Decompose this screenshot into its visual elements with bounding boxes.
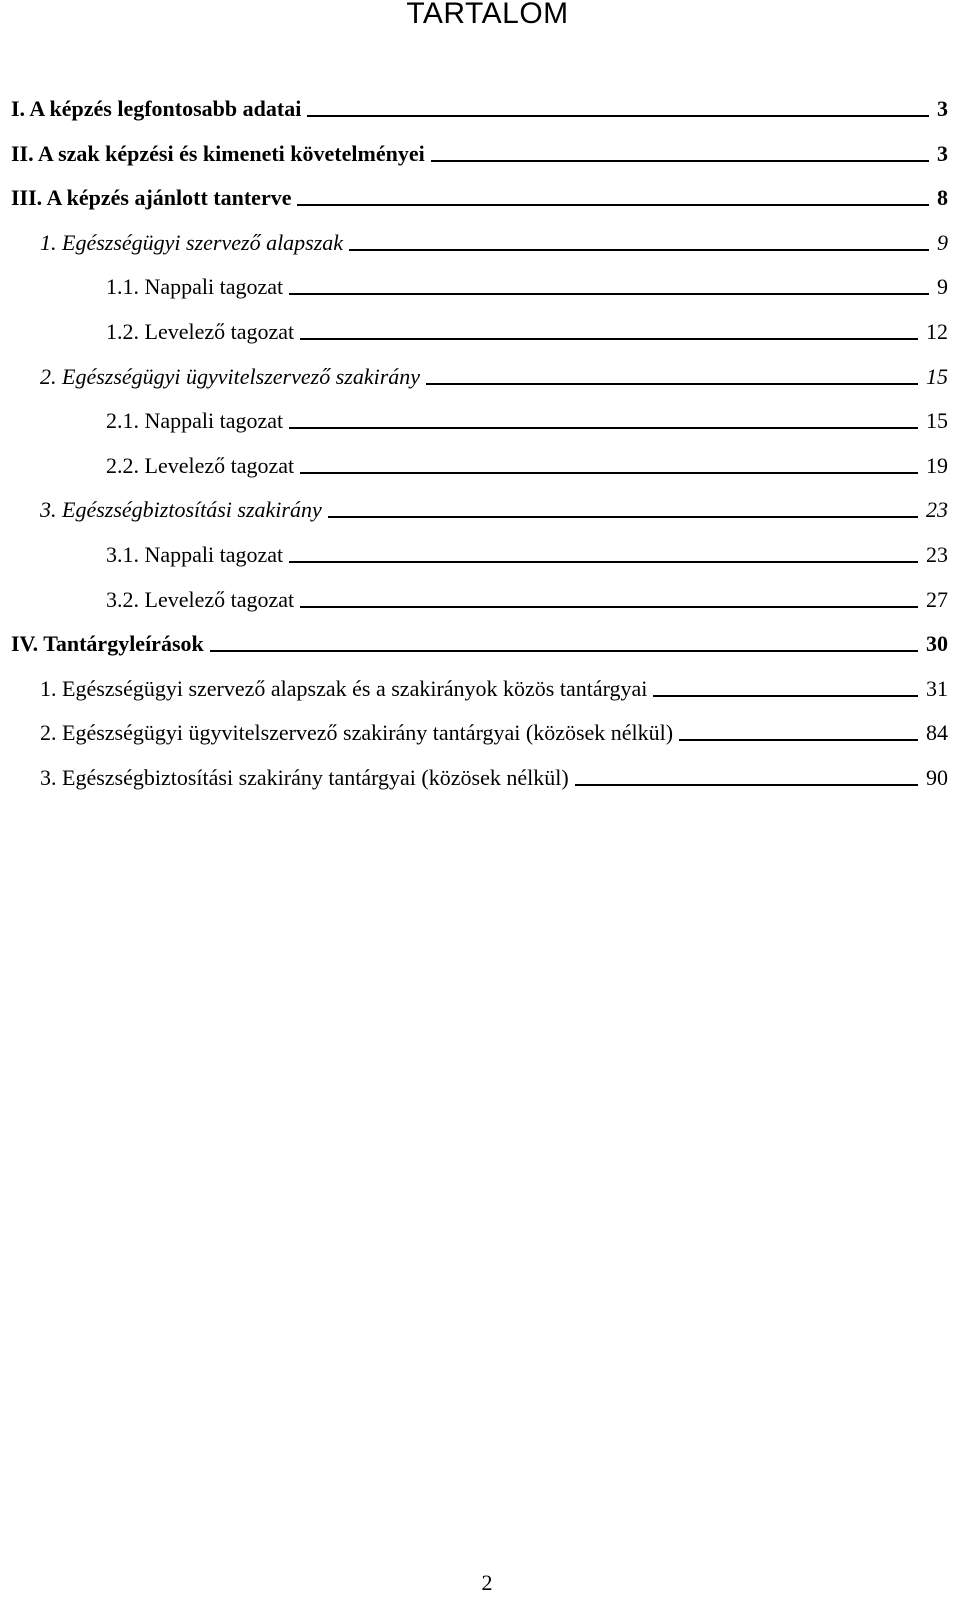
toc-leader-line [328,516,918,518]
toc-entry[interactable] [106,538,948,572]
toc-leader-line [653,695,918,697]
toc-entry-label: 3.1. Nappali tagozat [106,542,284,567]
toc-leader-line [426,383,918,385]
toc-entry-label: II. A szak képzési és kimeneti követelményei [11,140,425,166]
toc-leader-line [297,204,929,206]
toc-entry-label: 2. Egészségügyi ügyvitelszervező szakirány [40,363,421,389]
toc-leader-line [431,160,929,162]
toc-entry-label: 3. Egészségbiztosítási szakirány [40,497,322,523]
toc-entry-page: 15 [926,408,948,434]
toc-entry[interactable] [11,627,948,661]
toc-entry-page: 3 [937,96,948,121]
toc-entry-label: 2.2. Levelező tagozat [106,452,295,478]
toc-entry-page: 23 [926,497,948,523]
toc-entry[interactable] [40,360,948,394]
toc-entry-label: 2. Egészségügyi ügyvitelszervező szakirány tantárgyai (közösek nélkül) [40,720,674,746]
toc-entry[interactable] [11,181,948,215]
toc-entry-label: 3. Egészségbiztosítási szakirány tantárgyai (közösek nélkül) [40,765,569,790]
toc-entry-page: 31 [926,675,948,701]
toc-entry[interactable] [106,404,948,438]
toc-leader-line [289,293,929,295]
toc-entry-label: 1.2. Levelező tagozat [106,319,295,344]
toc-entry-page: 15 [926,363,948,389]
toc-leader-line [289,561,918,563]
toc-entry-page: 90 [926,765,948,790]
toc-entry-page: 12 [926,319,948,344]
toc-entry-page: 23 [926,542,948,567]
toc-entry[interactable] [40,493,948,527]
page-title: TARTALOM [406,0,569,30]
toc-entry-page: 9 [937,229,948,255]
toc-entry[interactable] [106,315,948,349]
toc-entry-page: 3 [937,140,948,166]
toc-leader-line [679,739,918,741]
toc-entry-page: 19 [926,452,948,478]
page-number: 2 [481,1570,493,1595]
toc-entry[interactable] [106,270,948,304]
toc-entry-label: 2.1. Nappali tagozat [106,408,284,434]
toc-leader-line [300,338,918,340]
toc-entry[interactable] [11,137,948,171]
toc-leader-line [307,115,929,117]
toc-entry-label: 1.1. Nappali tagozat [106,274,284,300]
toc-entry[interactable] [40,716,948,750]
toc-leader-line [300,606,918,608]
toc-entry-label: 1. Egészségügyi szervező alapszak [40,229,344,255]
toc-entry-label: 3.2. Levelező tagozat [106,586,295,612]
toc-entry-page: 27 [926,586,948,612]
toc-entry[interactable] [106,449,948,483]
toc-entry-label: 1. Egészségügyi szervező alapszak és a szakirányok közös tantárgyai [40,675,648,701]
toc-entry-label: IV. Tantárgyleírások [11,631,204,657]
toc-entry[interactable] [40,226,948,260]
toc-entry[interactable] [40,761,948,795]
toc-leader-line [210,650,918,652]
toc-entry[interactable] [40,672,948,706]
toc-entry[interactable] [106,583,948,617]
toc-entry-page: 30 [926,631,948,657]
toc-entry-label: I. A képzés legfontosabb adatai [11,96,302,121]
toc-leader-line [349,249,929,251]
toc-leader-line [300,472,918,474]
toc-leader-line [575,784,918,786]
toc-entry[interactable] [11,92,948,126]
toc-entry-page: 9 [937,274,948,300]
toc-entry-label: III. A képzés ajánlott tanterve [11,185,292,211]
toc-leader-line [289,427,918,429]
toc-entry-page: 8 [937,185,948,211]
toc-entry-page: 84 [926,720,948,746]
